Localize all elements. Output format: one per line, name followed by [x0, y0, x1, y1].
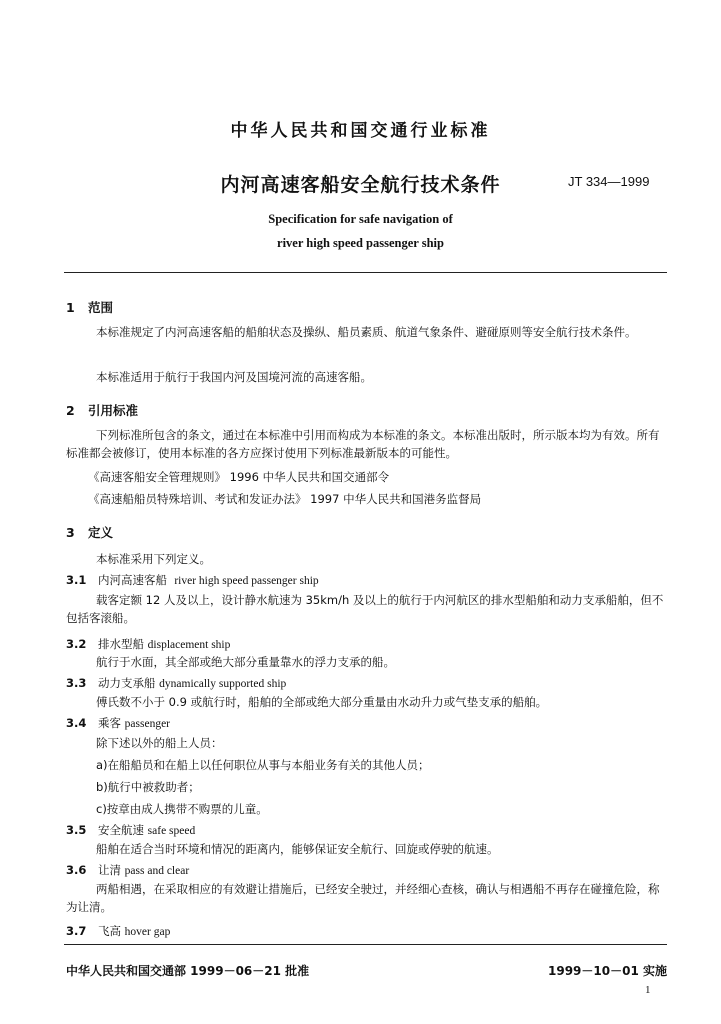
list-item: b)航行中被救助者；	[96, 780, 200, 794]
document-title-en-line1: Specification for safe navigation of	[268, 212, 453, 226]
reference-item: 《高速客船安全管理规则》 1996 中华人民共和国交通部令	[88, 470, 390, 484]
term-heading: 3.4 乘客 passenger	[66, 716, 170, 730]
document-title-zh: 内河高速客船安全航行技术条件	[220, 174, 501, 196]
footer-divider	[64, 944, 667, 945]
list-item: a)在船船员和在船上以任何职位从事与本船业务有关的其他人员；	[96, 758, 430, 772]
term-heading: 3.5 安全航速 safe speed	[66, 823, 196, 837]
term-definition: 载客定额 12 人及以上，设计静水航速为 35km/h 及以上的航行于内河航区的排水型船舶和动力支承船舶，但不包括客滚船。	[66, 593, 664, 625]
document-title-en-line2: river high speed passenger ship	[277, 236, 444, 250]
term-heading: 3.7 飞高 hover gap	[66, 924, 171, 938]
section-heading: 1 范围	[66, 300, 114, 315]
page-number: 1	[645, 984, 651, 996]
term-heading: 3.2 排水型船 displacement ship	[66, 637, 231, 651]
term-definition: 航行于水面，其全部或绝大部分重量靠水的浮力支承的船。	[96, 655, 395, 669]
standard-number: JT 334—1999	[568, 174, 650, 189]
section-heading: 2 引用标准	[66, 403, 139, 418]
paragraph: 本标准规定了内河高速客船的船舶状态及操纵、船员素质、航道气象条件、避碰原则等安全航行技术条件。	[96, 325, 637, 339]
term-heading: 3.1 内河高速客船 river high speed passenger ship	[66, 573, 319, 587]
reference-item: 《高速船船员特殊培训、考试和发证办法》 1997 中华人民共和国港务监督局	[88, 492, 482, 506]
effective-date: 1999－10－01 实施	[548, 964, 667, 978]
term-definition: 傅氏数不小于 0.9 或航行时，船舶的全部或绝大部分重量由水动升力或气垫支承的船舶。	[96, 695, 548, 709]
term-definition: 两船相遇，在采取相应的有效避让措施后，已经安全驶过，并经细心查核，确认与相遇船不再存在碰撞危险，称为让清。	[66, 882, 660, 914]
paragraph: 下列标准所包含的条文，通过在本标准中引用而构成为本标准的条文。本标准出版时，所示版本均为有效。所有标准都会被修订，使用本标准的各方应探讨使用下列标准最新版本的可能性。	[66, 428, 660, 460]
term-definition: 船舶在适合当时环境和情况的距离内，能够保证安全航行、回旋或停驶的航速。	[96, 842, 499, 856]
issuing-organization: 中华人民共和国交通行业标准	[230, 121, 491, 141]
approval-date: 中华人民共和国交通部 1999－06－21 批准	[66, 964, 310, 978]
term-heading: 3.3 动力支承船 dynamically supported ship	[66, 676, 287, 690]
section-heading: 3 定义	[66, 525, 114, 540]
term-definition: 除下述以外的船上人员：	[96, 736, 223, 750]
paragraph: 本标准适用于航行于我国内河及国境河流的高速客船。	[96, 370, 372, 384]
term-heading: 3.6 让清 pass and clear	[66, 863, 190, 877]
header-divider	[64, 272, 667, 273]
paragraph: 本标准采用下列定义。	[96, 552, 211, 566]
list-item: c)按章由成人携带不购票的儿童。	[96, 802, 268, 816]
